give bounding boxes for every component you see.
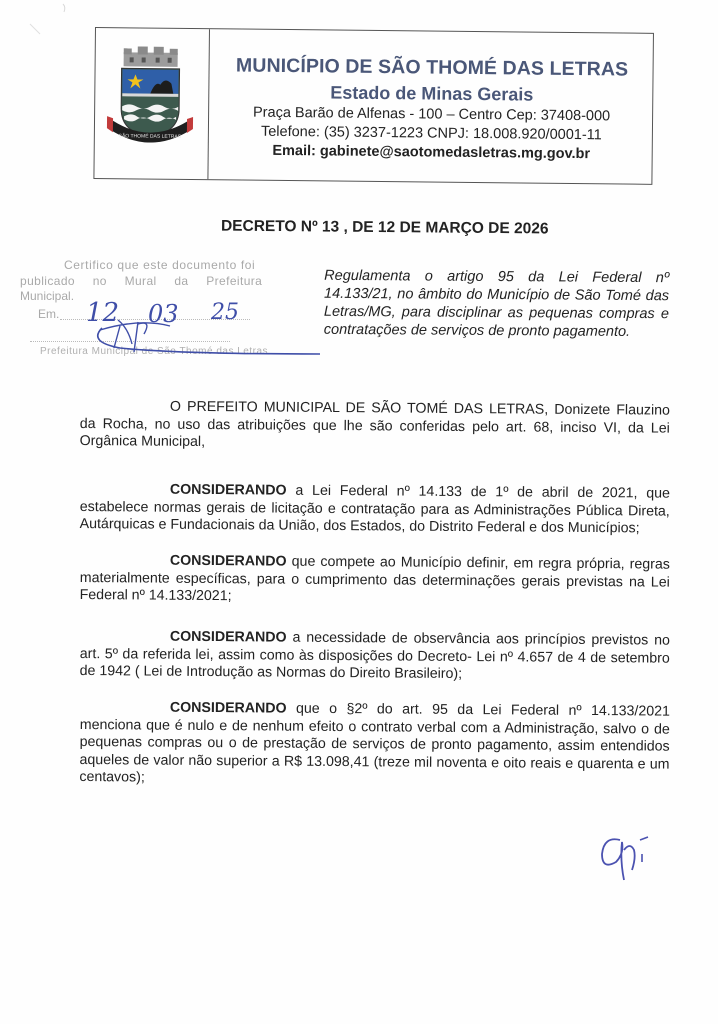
phone-cnpj-line: Telefone: (35) 3237-1223 CNPJ: 18.008.920/0001-11 — [260, 123, 602, 144]
state-subtitle: Estado de Minas Gerais — [330, 82, 534, 105]
stamp-signature-icon — [80, 310, 320, 360]
considerando-keyword: CONSIDERANDO — [169, 481, 287, 499]
considerando-text: que compete ao Município definir, em regra própria, regras materialmente específicas, para o cumprimento das determinações gerais previstas na Lei Federal nº 14.133/2021; — [79, 553, 670, 605]
stamp-date-year: 25 — [211, 300, 239, 325]
indent-spacer — [80, 640, 170, 641]
stamp-date-label: Em. — [38, 307, 60, 321]
considerando-text: a Lei Federal nº 14.133 de 1º de abril de 2021, que estabelece normas gerais de licitação e contratação para as Administrações Pública Direta, Autárquicas e Fundacionais da União, dos Estados, do Distrito Federal e dos Municípios; — [79, 482, 670, 537]
considerando-paragraph — [79, 699, 670, 791]
preamble-paragraph — [80, 398, 670, 455]
address-line: Praça Barão de Alfenas - 100 – Centro Cep: 37408-000 — [252, 104, 611, 125]
stamp-line-2: publicado no Mural da Prefeitura — [20, 274, 263, 288]
indent-spacer — [80, 564, 170, 565]
scan-speck-mark — [0, 0, 100, 50]
considerando-paragraph — [80, 552, 670, 609]
considerando-keyword: CONSIDERANDO — [169, 628, 287, 646]
letterhead — [93, 27, 654, 185]
considerando-text: a necessidade de observância aos princípios previstos no art. 5º da referida lei, assim como às disposições do Decreto- Lei nº 4.657 de 4 de setembro de 1942 ( Lei de Introdução as Normas do Direito Brasileiro); — [79, 629, 670, 683]
municipality-title: MUNICÍPIO DE SÃO THOMÉ DAS LETRAS — [235, 54, 629, 81]
stamp-line-3: Municipal. — [20, 289, 75, 303]
indent-spacer — [80, 711, 170, 712]
indent-spacer — [80, 493, 170, 494]
considerando-paragraph — [80, 481, 670, 538]
preamble-text: O PREFEITO MUNICIPAL DE SÃO TOMÉ DAS LETRAS, Donizete Flauzino da Rocha, no uso das atribuições que lhe são conferidas pelo art. 68, inciso VI, da Lei Orgânica Municipal, — [79, 398, 670, 450]
stamp-date-day: 12 — [86, 298, 120, 328]
crest-motto: SÃO THOMÉ DAS LETRAS — [118, 133, 182, 140]
indent-spacer — [80, 410, 170, 411]
stamp-line-1: Certifico que este documento foi — [64, 258, 256, 272]
considerando-keyword: CONSIDERANDO — [169, 552, 287, 570]
stamp-footer: Prefeitura Municipal de São Thomé das Letras — [40, 346, 269, 357]
decree-summary: Regulamenta o artigo 95 da Lei Federal nº 14.133/21, no âmbito do Município de São Tomé das Letras/MG, para disciplinar as pequenas compras e contratações de serviços de pronto pagamento. — [323, 267, 670, 340]
stamp-date-month: 03 — [148, 300, 179, 328]
email-line: Email: gabinete@saotomedasletras.mg.gov.br — [272, 142, 591, 163]
header-divider — [207, 29, 210, 179]
letterhead-text — [210, 29, 653, 184]
decree-title: DECRETO Nº 13 , DE 12 DE MARÇO DE 2026 — [220, 217, 549, 238]
considerando-text: que o §2º do art. 95 da Lei Federal nº 14.133/2021 menciona que é nulo e de nenhum efeito o contrato verbal com a Administração, salvo o de pequenas compras ou o de prestação de serviços de pronto pagamento, assim entendidos aqueles de valor não superior a R$ 13.098,41 (treze mil noventa e oito reais e quarenta e um centavos); — [79, 700, 670, 786]
rubric-initials-icon — [590, 828, 670, 893]
considerando-keyword: CONSIDERANDO — [169, 699, 287, 717]
coat-of-arms-icon — [105, 46, 196, 143]
considerando-paragraph — [80, 628, 670, 685]
